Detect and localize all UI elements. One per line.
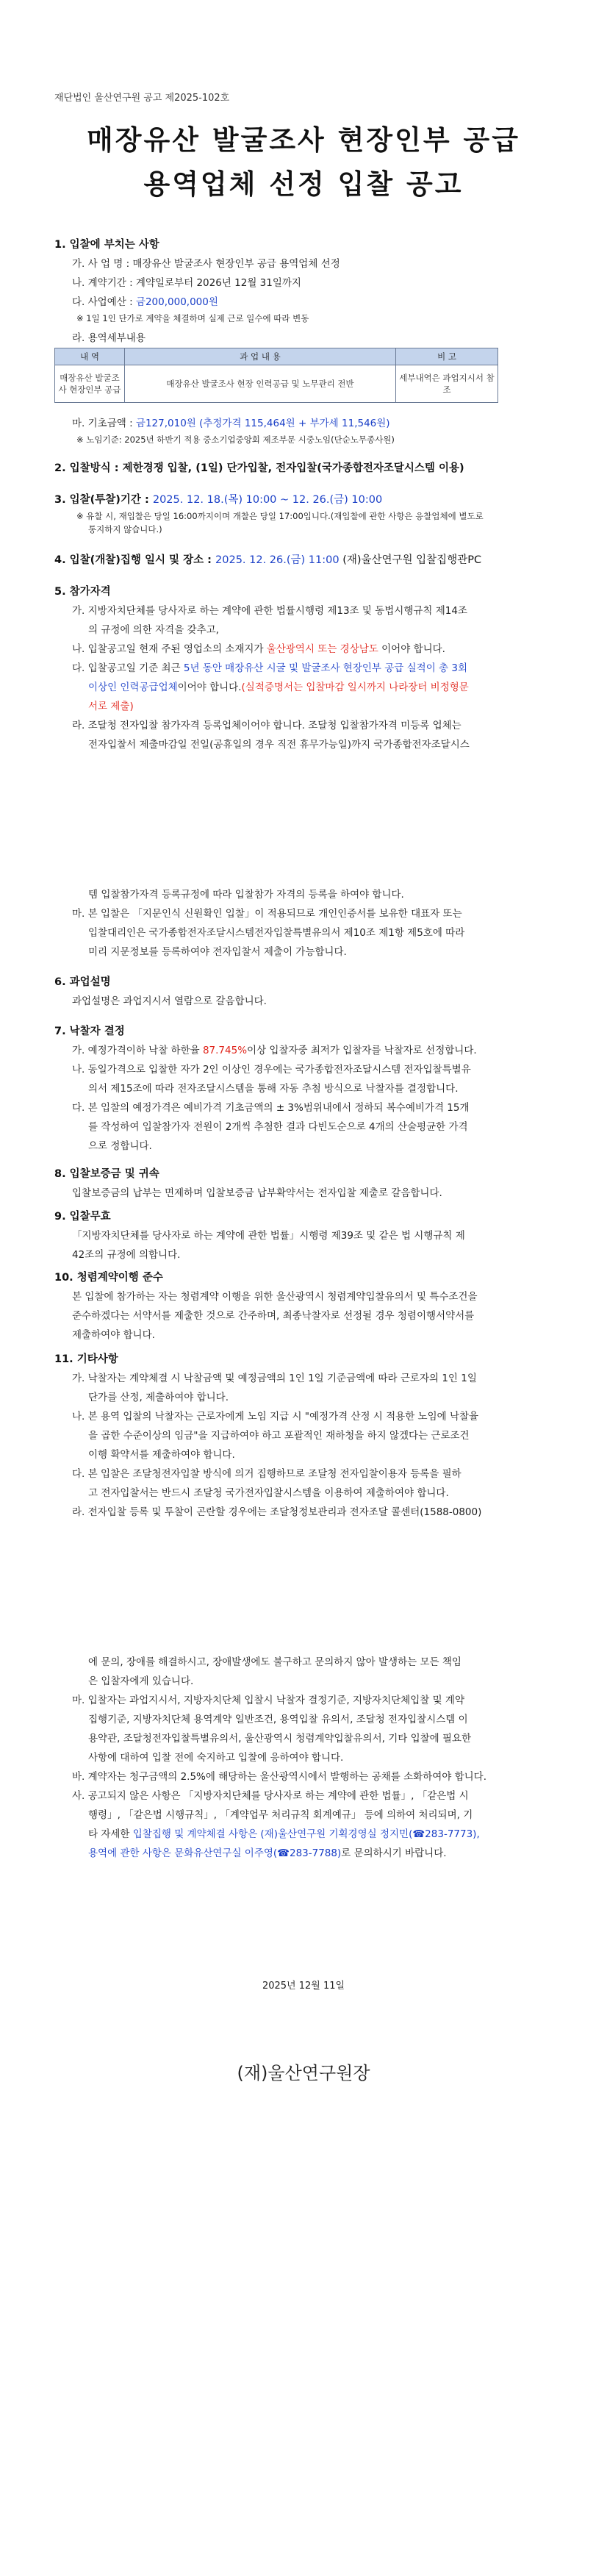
s5-e-line-1: 마. 본 입찰은 「지문인식 신원확인 입찰」이 적용되므로 개인인증서를 보유한 대표자 또는 [72, 908, 462, 920]
s10-line-3: 제출하여야 합니다. [72, 1329, 155, 1341]
s7-a-post: 이상 입찰자중 최저가 입찰자를 낙찰자로 선정합니다. [247, 1045, 477, 1056]
s9-line-1: 「지방자치단체를 당사자로 하는 계약에 관한 법률」시행령 제39조 및 같은 법 시행규칙 제 [72, 1230, 465, 1242]
notice-number: 재단법인 울산연구원 공고 제2025-102호 [54, 93, 230, 104]
section-8-heading: 8. 입찰보증금 및 귀속 [54, 1168, 159, 1180]
section-2-heading: 2. 입찰방식 : 제한경쟁 입찰, (1일) 단가입찰, 전자입찰(국가종합전자조달시스템 이용) [54, 462, 464, 474]
s1-budget-note: ※ 1일 1인 단가로 계약을 체결하며 실제 근로 일수에 따라 변동 [76, 313, 309, 323]
section-7-heading: 7. 낙찰자 결정 [54, 1026, 125, 1037]
section-9-heading: 9. 입찰무효 [54, 1211, 111, 1223]
s11-g-post: 로 문의하시기 바랍니다. [341, 1847, 447, 1859]
s5-e-line-2: 입찰대리인은 국가종합전자조달시스템전자입찰특별유의서 제10조 제1항 제5호에 따라 [88, 927, 465, 939]
s4-datetime: 2025. 12. 26.(금) 11:00 [215, 554, 340, 566]
page-title-line-1: 매장유산 발굴조사 현장인부 공급 [86, 124, 521, 156]
s3-note-1: ※ 유찰 시, 재입찰은 당일 16:00까지이며 개찰은 당일 17:00입니다.(재입찰에 관한 사항은 응찰업체에 별도로 [76, 511, 484, 521]
s11-e-line-2: 집행기준, 지방자치단체 용역계약 일반조건, 용역입찰 유의서, 조달청 전자입찰시스템 이 [88, 1714, 468, 1725]
s4-place: (재)울산연구원 입찰집행관PC [339, 554, 482, 566]
s1-base-amount [72, 415, 390, 429]
section-1-heading: 1. 입찰에 부치는 사항 [54, 239, 159, 251]
table-cell-task: 매장유산 발굴조사 현장 인력공급 및 노무관리 전반 [125, 365, 396, 403]
s7-a-line [72, 1042, 477, 1056]
s1-base-amount-value: 금127,010원 (추정가격 115,464원 + 부가세 11,546원) [135, 418, 390, 429]
section-11-heading: 11. 기타사항 [54, 1353, 118, 1365]
s11-b-line-1: 나. 본 용역 입찰의 낙찰자는 근로자에게 노임 지급 시 "예정가격 산정 시 적용한 노임에 낙찰율 [72, 1411, 479, 1423]
s3-note-2: 통지하지 않습니다.) [88, 524, 162, 534]
s7-c-line-2: 를 작성하여 입찰참가자 전원이 2개씩 추첨한 결과 다빈도순으로 4개의 산술평균한 가격 [88, 1121, 468, 1133]
s11-e-line-4: 사항에 대하여 입찰 전에 숙지하고 입찰에 응하여야 합니다. [88, 1752, 344, 1764]
s5-b-region: 울산광역시 또는 경상남도 [266, 643, 378, 655]
s11-a-line-1: 가. 낙찰자는 계약체결 시 낙찰금액 및 예정금액의 1인 1일 기준금액에 따라 근로자의 1인 1일 [72, 1373, 477, 1384]
table-cell-item: 매장유산 발굴조사 현장인부 공급 [55, 365, 125, 403]
s5-a-line-2: 의 규정에 의한 자격을 갖추고, [88, 624, 219, 636]
s7-a-pre: 가. 예정가격이하 낙찰 하한율 [72, 1045, 203, 1056]
s3-label: 3. 입찰(투찰)기간 : [54, 494, 153, 506]
section-4-heading [54, 551, 481, 567]
section-10-heading: 10. 청렴계약이행 준수 [54, 1272, 163, 1284]
notice-date: 2025년 12월 11일 [262, 1981, 345, 1992]
s11-d-line-3: 은 입찰자에게 있습니다. [88, 1675, 194, 1687]
s11-g-line-2: 행령」, 「같은법 시행규칙」, 「계약업무 처리규칙 회계예규」 등에 의하여 처리되며, 기 [88, 1809, 473, 1821]
s5-c-proof-note-2: 서로 제출) [88, 701, 134, 712]
s5-c-line-2 [88, 679, 469, 693]
s7-b-line-1: 나. 동일가격으로 입찰한 자가 2인 이상인 경우에는 국가종합전자조달시스템 전자입찰특별유 [72, 1064, 471, 1076]
s7-a-rate: 87.745% [202, 1045, 248, 1056]
s11-g-contact-1: 입찰집행 및 계약체결 사항은 (재)울산연구원 기획경영실 정지민(☎283-7773), [132, 1828, 480, 1840]
table-header-note: 비 고 [396, 348, 498, 365]
section-5-heading: 5. 참가자격 [54, 586, 111, 598]
s1-base-amount-label: 마. 기초금액 : [72, 418, 136, 429]
s11-b-line-2: 을 곱한 수준이상의 임금"을 지급하여야 하고 포괄적인 재하청을 하지 않겠다는 근로조건 [88, 1430, 470, 1442]
s1-business-name: 가. 사 업 명 : 매장유산 발굴조사 현장인부 공급 용역업체 선정 [72, 258, 340, 270]
s5-b-line [72, 640, 445, 655]
s1-budget-label: 다. 사업예산 : [72, 296, 136, 308]
s1-budget-value: 금200,000,000원 [135, 296, 218, 308]
s5-d-line-1: 라. 조달청 전자입찰 참가자격 등록업체이어야 합니다. 조달청 입찰참가자격 미등록 업체는 [72, 720, 461, 731]
s5-e-line-3: 미리 지문정보를 등록하여야 전자입찰서 제출이 가능합니다. [88, 946, 347, 958]
table-row [55, 365, 498, 403]
s5-c-mid: 이어야 합니다. [177, 681, 242, 693]
s11-c-line-2: 고 전자입찰서는 반드시 조달청 국가전자입찰시스템을 이용하여 제출하여야 합니다. [88, 1487, 449, 1499]
s5-c-requirement: 5년 동안 매장유산 시굴 및 발굴조사 현장인부 공급 실적이 총 3회 [183, 662, 467, 674]
s11-d-line-2: 에 문의, 장애를 해결하시고, 장애발생에도 불구하고 문의하지 않아 발생하는 모든 책임 [88, 1656, 461, 1668]
s9-line-2: 42조의 규정에 의합니다. [72, 1249, 181, 1261]
s3-period-value: 2025. 12. 18.(목) 10:00 ~ 12. 26.(금) 10:00 [152, 494, 383, 506]
s11-g-contact-2: 용역에 관한 사항은 문화유산연구실 이주영(☎283-7788) [88, 1847, 342, 1859]
s5-b-pre: 나. 입찰공고일 현재 주된 영업소의 소재지가 [72, 643, 267, 655]
s11-f-line: 바. 계약자는 청구금액의 2.5%에 해당하는 울산광역시에서 발행하는 공채를 소화하여야 합니다. [72, 1771, 487, 1783]
s11-c-line-1: 다. 본 입찰은 조달청전자입찰 방식에 의거 집행하므로 조달청 전자입찰이용자 등록을 필하 [72, 1468, 461, 1480]
service-detail-table [54, 348, 498, 403]
s6-body: 과업설명은 과업지시서 열람으로 갈음합니다. [72, 995, 267, 1007]
s8-body: 입찰보증금의 납부는 면제하며 입찰보증금 납부확약서는 전자입찰 제출로 갈음합니다. [72, 1187, 442, 1199]
table-header-item: 내 역 [55, 348, 125, 365]
s11-g-line-4 [88, 1845, 447, 1859]
s10-line-2: 준수하겠다는 서약서를 제출한 것으로 간주하며, 최종낙찰자로 선정될 경우 청렴이행서약서를 [72, 1310, 475, 1322]
s1-contract-period: 나. 계약기간 : 계약일로부터 2026년 12월 31일까지 [72, 277, 301, 289]
page-title-line-2: 용역업체 선정 입찰 공고 [143, 168, 464, 200]
s7-c-line-1: 다. 본 입찰의 예정가격은 예비가격 기초금액의 ± 3%범위내에서 정하되 복수예비가격 15개 [72, 1102, 470, 1114]
table-header-task: 과 업 내 용 [125, 348, 396, 365]
s5-d-line-2: 전자입찰서 제출마감일 전일(공휴일의 경우 직전 휴무가능일)까지 국가종합전자조달시스 [88, 739, 470, 751]
section-6-heading: 6. 과업설명 [54, 976, 111, 988]
s1-wage-note: ※ 노임기준: 2025년 하반기 적용 중소기업중앙회 제조부문 시중노임(단순노무종사원) [76, 434, 395, 445]
s1-detail-label: 라. 용역세부내용 [72, 332, 146, 344]
s5-d-line-3: 템 입찰참가자격 등록규정에 따라 입찰참가 자격의 등록을 하여야 합니다. [88, 889, 404, 901]
s11-g-line-1: 사. 공고되지 않은 사항은 「지방자치단체를 당사자로 하는 계약에 관한 법률」, 「같은법 시 [72, 1790, 469, 1802]
s10-line-1: 본 입찰에 참가하는 자는 청렴계약 이행을 위한 울산광역시 청렴계약입찰유의서 및 특수조건을 [72, 1291, 478, 1303]
s4-label: 4. 입찰(개찰)집행 일시 및 장소 : [54, 554, 216, 566]
s7-c-line-3: 으로 정합니다. [88, 1140, 152, 1152]
s11-e-line-3: 용약관, 조달청전자입찰특별유의서, 울산광역시 청렴계약입찰유의서, 기타 입찰에 필요한 [88, 1733, 472, 1745]
table-cell-note: 세부내역은 과업지시서 참조 [396, 365, 498, 403]
s11-d-line-1: 라. 전자입찰 등록 및 투찰이 곤란할 경우에는 조달청정보관리과 전자조달 콜센터(1588-0800) [72, 1506, 482, 1518]
section-3-heading [54, 491, 382, 507]
s11-e-line-1: 마. 입찰자는 과업지시서, 지방자치단체 입찰시 낙찰자 결정기준, 지방자치단체입찰 및 계약 [72, 1695, 465, 1706]
s11-b-line-3: 이행 확약서를 제출하여야 합니다. [88, 1449, 235, 1461]
s11-a-line-2: 단가를 산정, 제출하여야 합니다. [88, 1392, 229, 1403]
s11-g-pre: 타 자세한 [88, 1828, 133, 1840]
s5-c-proof-note: (실적증명서는 입찰마감 일시까지 나라장터 비정형문 [241, 681, 469, 693]
s5-a-line-1: 가. 지방자치단체를 당사자로 하는 계약에 관한 법률시행령 제13조 및 동법시행규칙 제14조 [72, 605, 467, 617]
s5-c-pre: 다. 입찰공고일 기준 최근 [72, 662, 184, 674]
s11-g-line-3 [88, 1825, 480, 1840]
s5-c-requirement-2: 이상인 인력공급업체 [88, 681, 178, 693]
s5-c-line-3 [88, 698, 134, 712]
issuer-name: (재)울산연구원장 [237, 2063, 370, 2083]
s1-budget [72, 293, 218, 308]
s5-b-post: 이어야 합니다. [378, 643, 445, 655]
s5-c-line-1 [72, 659, 467, 674]
s7-b-line-2: 의서 제15조에 따라 전자조달시스템을 통해 자동 추첨 방식으로 낙찰자를 결정합니다. [88, 1083, 459, 1095]
